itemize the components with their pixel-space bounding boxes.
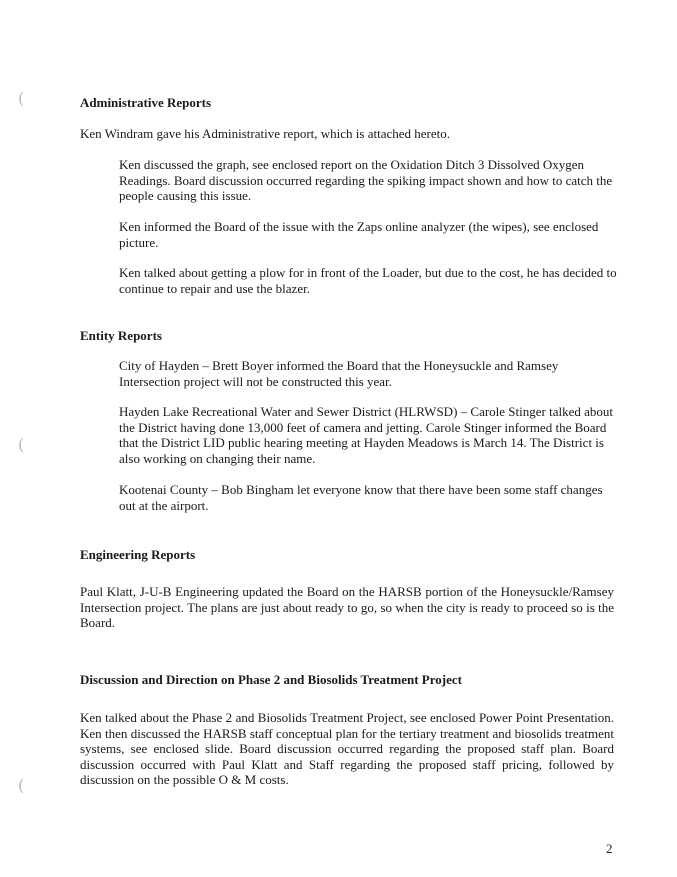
engineering-body: Paul Klatt, J-U-B Engineering updated the Board on the HARSB portion of the Honeysuckle/Ramsey Intersection project. The plans are just about ready to go, so when the city is ready to proceed so is the Board.: [80, 584, 614, 630]
section-heading-engineering: Engineering Reports: [80, 547, 196, 562]
margin-mark: (: [18, 435, 25, 454]
phase2-body: Ken talked about the Phase 2 and Biosolids Treatment Project, see enclosed Power Point Presentation. Ken then discussed the HARSB staff conceptual plan for the tertiary treatment and biosolids treatment systems, see enclosed slide. Board discussion occurred regarding the proposed staff plan. Board discussion occurred with Paul Klatt and Staff regarding the proposed staff pricing, followed by discussion on the possible O & M costs.: [80, 710, 614, 787]
entity-item: City of Hayden – Brett Boyer informed the Board that the Honeysuckle and Ramsey Intersection project will not be constructed this year.: [119, 358, 559, 389]
administrative-item: Ken talked about getting a plow for in front of the Loader, but due to the cost, he has decided to continue to repair and use the blazer.: [119, 265, 617, 296]
entity-item: Kootenai County – Bob Bingham let everyone know that there have been some staff changes out at the airport.: [119, 482, 603, 513]
margin-mark: (: [18, 776, 25, 795]
administrative-item: Ken informed the Board of the issue with the Zaps online analyzer (the wipes), see enclosed picture.: [119, 219, 599, 250]
section-heading-administrative: Administrative Reports: [80, 95, 212, 110]
margin-mark: (: [18, 89, 25, 108]
section-heading-phase2: Discussion and Direction on Phase 2 and Biosolids Treatment Project: [80, 672, 462, 687]
administrative-item: Ken discussed the graph, see enclosed report on the Oxidation Ditch 3 Dissolved Oxygen Readings. Board discussion occurred regarding the spiking impact shown and how to catch the people causing this issue.: [119, 157, 613, 203]
entity-item: Hayden Lake Recreational Water and Sewer District (HLRWSD) – Carole Stinger talked about the District having done 13,000 feet of camera and jetting. Carole Stinger informed the Board that the District LID public hearing meeting at Hayden Meadows is March 14. The District is also working on changing their name.: [119, 404, 613, 466]
page-number: 2: [606, 841, 613, 856]
section-heading-entity: Entity Reports: [80, 328, 162, 343]
administrative-intro: Ken Windram gave his Administrative report, which is attached hereto.: [80, 126, 450, 141]
